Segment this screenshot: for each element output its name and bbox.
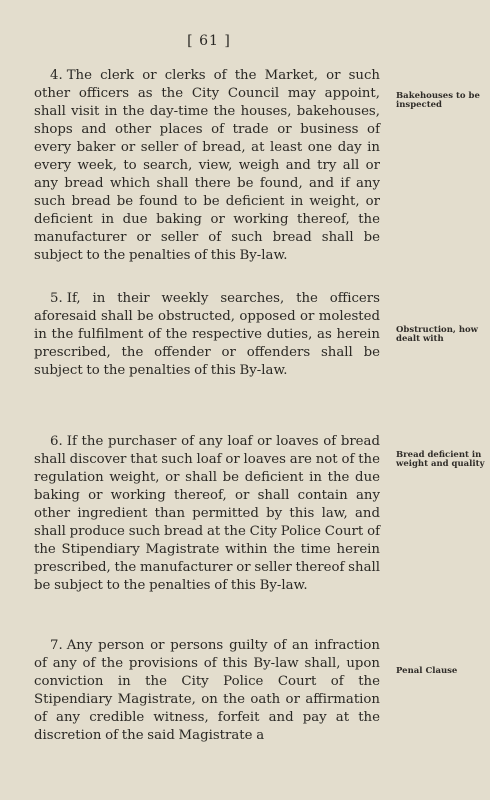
section-number: 7. (50, 638, 63, 653)
bylaw-section-6 (34, 433, 380, 595)
bylaw-section-4 (34, 67, 380, 265)
margin-note-obstruction: Obstruction, how dealt with (396, 325, 478, 344)
bylaw-section-7 (34, 637, 380, 745)
section-text: The clerk or clerks of the Market, or such other officers as the City Council may appoint, shall visit in the day-time the houses, bakehouses, shops and other places of trade or business of every baker or seller of bread, at least one day in every week, to search, view, weigh and try all or any bread which shall there be found, and if any such bread be found to be deficient in weight, or deficient in due baking or working thereof, the manufacturer or seller of such bread shall be subject to the penalties of this By-law. (34, 68, 380, 263)
margin-note-bakehouses: Bakehouses to be inspected (396, 91, 480, 110)
section-text: If the purchaser of any loaf or loaves of bread shall discover that such loaf or loaves are not of the regulation weight, or shall be deficient in the due baking or working thereof, or shall contain any other ingredient than permitted by this law, and shall produce such bread at the City Police Court of the Stipendiary Magistrate within the time herein prescribed, the manufacturer or seller thereof shall be subject to the penalties of this By-law. (34, 434, 380, 593)
section-number: 5. (50, 291, 63, 306)
margin-note-bread-deficient: Bread deficient in weight and quality (396, 450, 485, 469)
section-number: 4. (50, 68, 63, 83)
section-text: If, in their weekly searches, the officers aforesaid shall be obstructed, opposed or molested in the fulfilment of the respective duties, as herein prescribed, the offender or offenders shall be subject to the penalties of this By-law. (34, 291, 380, 378)
page-number: [ 61 ] (187, 33, 231, 49)
margin-note-penal-clause: Penal Clause (396, 666, 458, 676)
bylaw-section-5 (34, 290, 380, 380)
section-text: Any person or persons guilty of an infraction of any of the provisions of this By-law shall, upon conviction in the City Police Court of the Stipendiary Magistrate, on the oath or affirmation of any credible witness, forfeit and pay at the discretion of the said Magistrate a (34, 638, 380, 743)
section-number: 6. (50, 434, 63, 449)
